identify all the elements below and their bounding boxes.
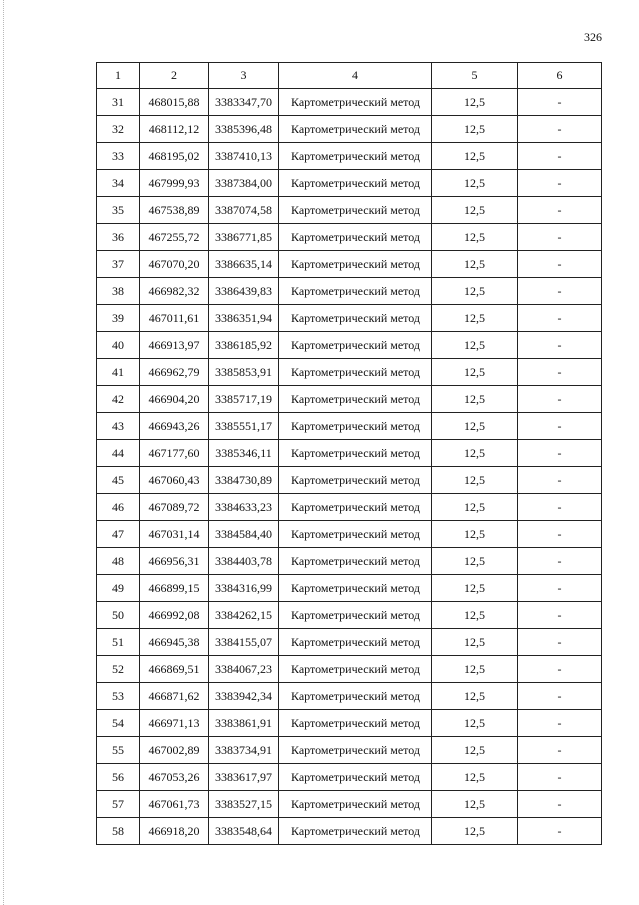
note-cell: -: [518, 89, 602, 116]
accuracy-cell: 12,5: [432, 224, 518, 251]
y-coordinate-cell: 3385853,91: [209, 359, 279, 386]
table-row: [97, 386, 602, 413]
table-row: [97, 710, 602, 737]
accuracy-cell: 12,5: [432, 737, 518, 764]
method-cell: Картометрический метод: [279, 143, 432, 170]
x-coordinate-cell: 467061,73: [140, 791, 209, 818]
note-cell: -: [518, 710, 602, 737]
x-coordinate-cell: 467002,89: [140, 737, 209, 764]
accuracy-cell: 12,5: [432, 521, 518, 548]
method-cell: Картометрический метод: [279, 278, 432, 305]
note-cell: -: [518, 548, 602, 575]
x-coordinate-cell: 467053,26: [140, 764, 209, 791]
note-cell: -: [518, 602, 602, 629]
table-row: [97, 656, 602, 683]
table-row: [97, 521, 602, 548]
table-row: [97, 251, 602, 278]
method-cell: Картометрический метод: [279, 629, 432, 656]
y-coordinate-cell: 3384730,89: [209, 467, 279, 494]
note-cell: -: [518, 440, 602, 467]
point-number-cell: 54: [97, 710, 140, 737]
note-cell: -: [518, 224, 602, 251]
table-row: [97, 89, 602, 116]
table-row: [97, 494, 602, 521]
method-cell: Картометрический метод: [279, 548, 432, 575]
y-coordinate-cell: 3386771,85: [209, 224, 279, 251]
note-cell: -: [518, 251, 602, 278]
accuracy-cell: 12,5: [432, 116, 518, 143]
accuracy-cell: 12,5: [432, 710, 518, 737]
accuracy-cell: 12,5: [432, 278, 518, 305]
note-cell: -: [518, 143, 602, 170]
point-number-cell: 32: [97, 116, 140, 143]
accuracy-cell: 12,5: [432, 791, 518, 818]
table-body: [97, 89, 602, 845]
x-coordinate-cell: 466904,20: [140, 386, 209, 413]
x-coordinate-cell: 467255,72: [140, 224, 209, 251]
table-row: [97, 818, 602, 845]
y-coordinate-cell: 3384262,15: [209, 602, 279, 629]
table-row: [97, 224, 602, 251]
point-number-cell: 39: [97, 305, 140, 332]
scan-edge-line: [3, 0, 4, 905]
point-number-cell: 43: [97, 413, 140, 440]
y-coordinate-cell: 3386185,92: [209, 332, 279, 359]
point-number-cell: 51: [97, 629, 140, 656]
table-row: [97, 143, 602, 170]
table-row: [97, 683, 602, 710]
accuracy-cell: 12,5: [432, 170, 518, 197]
x-coordinate-cell: 466943,26: [140, 413, 209, 440]
table-row: [97, 278, 602, 305]
table-row: [97, 467, 602, 494]
note-cell: -: [518, 197, 602, 224]
coordinates-table: [96, 62, 602, 845]
x-coordinate-cell: 466918,20: [140, 818, 209, 845]
point-number-cell: 45: [97, 467, 140, 494]
y-coordinate-cell: 3385717,19: [209, 386, 279, 413]
x-coordinate-cell: 468112,12: [140, 116, 209, 143]
x-coordinate-cell: 466982,32: [140, 278, 209, 305]
accuracy-cell: 12,5: [432, 494, 518, 521]
accuracy-cell: 12,5: [432, 332, 518, 359]
method-cell: Картометрический метод: [279, 494, 432, 521]
column-header: 2: [140, 63, 209, 89]
method-cell: Картометрический метод: [279, 359, 432, 386]
accuracy-cell: 12,5: [432, 575, 518, 602]
method-cell: Картометрический метод: [279, 575, 432, 602]
y-coordinate-cell: 3384403,78: [209, 548, 279, 575]
method-cell: Картометрический метод: [279, 467, 432, 494]
y-coordinate-cell: 3383347,70: [209, 89, 279, 116]
x-coordinate-cell: 467060,43: [140, 467, 209, 494]
note-cell: -: [518, 791, 602, 818]
x-coordinate-cell: 466956,31: [140, 548, 209, 575]
point-number-cell: 37: [97, 251, 140, 278]
accuracy-cell: 12,5: [432, 683, 518, 710]
y-coordinate-cell: 3383734,91: [209, 737, 279, 764]
x-coordinate-cell: 467070,20: [140, 251, 209, 278]
y-coordinate-cell: 3387410,13: [209, 143, 279, 170]
method-cell: Картометрический метод: [279, 737, 432, 764]
method-cell: Картометрический метод: [279, 602, 432, 629]
table-row: [97, 197, 602, 224]
note-cell: -: [518, 332, 602, 359]
x-coordinate-cell: 467089,72: [140, 494, 209, 521]
y-coordinate-cell: 3384155,07: [209, 629, 279, 656]
point-number-cell: 34: [97, 170, 140, 197]
method-cell: Картометрический метод: [279, 710, 432, 737]
x-coordinate-cell: 466992,08: [140, 602, 209, 629]
x-coordinate-cell: 466871,62: [140, 683, 209, 710]
y-coordinate-cell: 3387384,00: [209, 170, 279, 197]
note-cell: -: [518, 467, 602, 494]
accuracy-cell: 12,5: [432, 656, 518, 683]
note-cell: -: [518, 305, 602, 332]
y-coordinate-cell: 3384067,23: [209, 656, 279, 683]
x-coordinate-cell: 467177,60: [140, 440, 209, 467]
y-coordinate-cell: 3383861,91: [209, 710, 279, 737]
method-cell: Картометрический метод: [279, 224, 432, 251]
y-coordinate-cell: 3383942,34: [209, 683, 279, 710]
y-coordinate-cell: 3384316,99: [209, 575, 279, 602]
point-number-cell: 52: [97, 656, 140, 683]
x-coordinate-cell: 467031,14: [140, 521, 209, 548]
accuracy-cell: 12,5: [432, 440, 518, 467]
y-coordinate-cell: 3385551,17: [209, 413, 279, 440]
x-coordinate-cell: 466962,79: [140, 359, 209, 386]
accuracy-cell: 12,5: [432, 386, 518, 413]
column-header: 4: [279, 63, 432, 89]
y-coordinate-cell: 3383548,64: [209, 818, 279, 845]
note-cell: -: [518, 656, 602, 683]
accuracy-cell: 12,5: [432, 305, 518, 332]
method-cell: Картометрический метод: [279, 683, 432, 710]
point-number-cell: 55: [97, 737, 140, 764]
point-number-cell: 56: [97, 764, 140, 791]
x-coordinate-cell: 468015,88: [140, 89, 209, 116]
method-cell: Картометрический метод: [279, 764, 432, 791]
x-coordinate-cell: 466913,97: [140, 332, 209, 359]
accuracy-cell: 12,5: [432, 89, 518, 116]
table-row: [97, 737, 602, 764]
table-row: [97, 116, 602, 143]
note-cell: -: [518, 359, 602, 386]
x-coordinate-cell: 468195,02: [140, 143, 209, 170]
table-row: [97, 170, 602, 197]
note-cell: -: [518, 386, 602, 413]
point-number-cell: 49: [97, 575, 140, 602]
accuracy-cell: 12,5: [432, 818, 518, 845]
x-coordinate-cell: 466971,13: [140, 710, 209, 737]
x-coordinate-cell: 466869,51: [140, 656, 209, 683]
accuracy-cell: 12,5: [432, 467, 518, 494]
point-number-cell: 57: [97, 791, 140, 818]
x-coordinate-cell: 467011,61: [140, 305, 209, 332]
x-coordinate-cell: 466899,15: [140, 575, 209, 602]
y-coordinate-cell: 3383617,97: [209, 764, 279, 791]
y-coordinate-cell: 3386351,94: [209, 305, 279, 332]
accuracy-cell: 12,5: [432, 143, 518, 170]
accuracy-cell: 12,5: [432, 251, 518, 278]
note-cell: -: [518, 521, 602, 548]
table-row: [97, 548, 602, 575]
y-coordinate-cell: 3385346,11: [209, 440, 279, 467]
method-cell: Картометрический метод: [279, 386, 432, 413]
point-number-cell: 53: [97, 683, 140, 710]
point-number-cell: 38: [97, 278, 140, 305]
table-row: [97, 764, 602, 791]
y-coordinate-cell: 3385396,48: [209, 116, 279, 143]
accuracy-cell: 12,5: [432, 413, 518, 440]
method-cell: Картометрический метод: [279, 521, 432, 548]
accuracy-cell: 12,5: [432, 548, 518, 575]
table-row: [97, 602, 602, 629]
point-number-cell: 33: [97, 143, 140, 170]
point-number-cell: 42: [97, 386, 140, 413]
point-number-cell: 41: [97, 359, 140, 386]
table-row: [97, 575, 602, 602]
accuracy-cell: 12,5: [432, 359, 518, 386]
note-cell: -: [518, 683, 602, 710]
table-row: [97, 332, 602, 359]
x-coordinate-cell: 466945,38: [140, 629, 209, 656]
column-header: 5: [432, 63, 518, 89]
method-cell: Картометрический метод: [279, 440, 432, 467]
method-cell: Картометрический метод: [279, 251, 432, 278]
point-number-cell: 58: [97, 818, 140, 845]
point-number-cell: 40: [97, 332, 140, 359]
method-cell: Картометрический метод: [279, 413, 432, 440]
table-row: [97, 359, 602, 386]
accuracy-cell: 12,5: [432, 602, 518, 629]
table-row: [97, 305, 602, 332]
y-coordinate-cell: 3387074,58: [209, 197, 279, 224]
method-cell: Картометрический метод: [279, 197, 432, 224]
note-cell: -: [518, 764, 602, 791]
point-number-cell: 35: [97, 197, 140, 224]
note-cell: -: [518, 494, 602, 521]
y-coordinate-cell: 3383527,15: [209, 791, 279, 818]
point-number-cell: 50: [97, 602, 140, 629]
method-cell: Картометрический метод: [279, 89, 432, 116]
table-row: [97, 440, 602, 467]
point-number-cell: 36: [97, 224, 140, 251]
y-coordinate-cell: 3386439,83: [209, 278, 279, 305]
note-cell: -: [518, 737, 602, 764]
point-number-cell: 46: [97, 494, 140, 521]
point-number-cell: 44: [97, 440, 140, 467]
note-cell: -: [518, 629, 602, 656]
point-number-cell: 48: [97, 548, 140, 575]
table-row: [97, 413, 602, 440]
accuracy-cell: 12,5: [432, 197, 518, 224]
note-cell: -: [518, 116, 602, 143]
method-cell: Картометрический метод: [279, 656, 432, 683]
header-row: [97, 63, 602, 89]
column-header: 6: [518, 63, 602, 89]
point-number-cell: 31: [97, 89, 140, 116]
method-cell: Картометрический метод: [279, 791, 432, 818]
accuracy-cell: 12,5: [432, 764, 518, 791]
method-cell: Картометрический метод: [279, 818, 432, 845]
table-row: [97, 629, 602, 656]
x-coordinate-cell: 467538,89: [140, 197, 209, 224]
y-coordinate-cell: 3384584,40: [209, 521, 279, 548]
column-header: 1: [97, 63, 140, 89]
note-cell: -: [518, 170, 602, 197]
note-cell: -: [518, 575, 602, 602]
method-cell: Картометрический метод: [279, 305, 432, 332]
y-coordinate-cell: 3386635,14: [209, 251, 279, 278]
x-coordinate-cell: 467999,93: [140, 170, 209, 197]
method-cell: Картометрический метод: [279, 332, 432, 359]
method-cell: Картометрический метод: [279, 170, 432, 197]
method-cell: Картометрический метод: [279, 116, 432, 143]
table-row: [97, 791, 602, 818]
y-coordinate-cell: 3384633,23: [209, 494, 279, 521]
note-cell: -: [518, 413, 602, 440]
note-cell: -: [518, 278, 602, 305]
point-number-cell: 47: [97, 521, 140, 548]
accuracy-cell: 12,5: [432, 629, 518, 656]
page-number: 326: [584, 30, 602, 44]
note-cell: -: [518, 818, 602, 845]
column-header: 3: [209, 63, 279, 89]
